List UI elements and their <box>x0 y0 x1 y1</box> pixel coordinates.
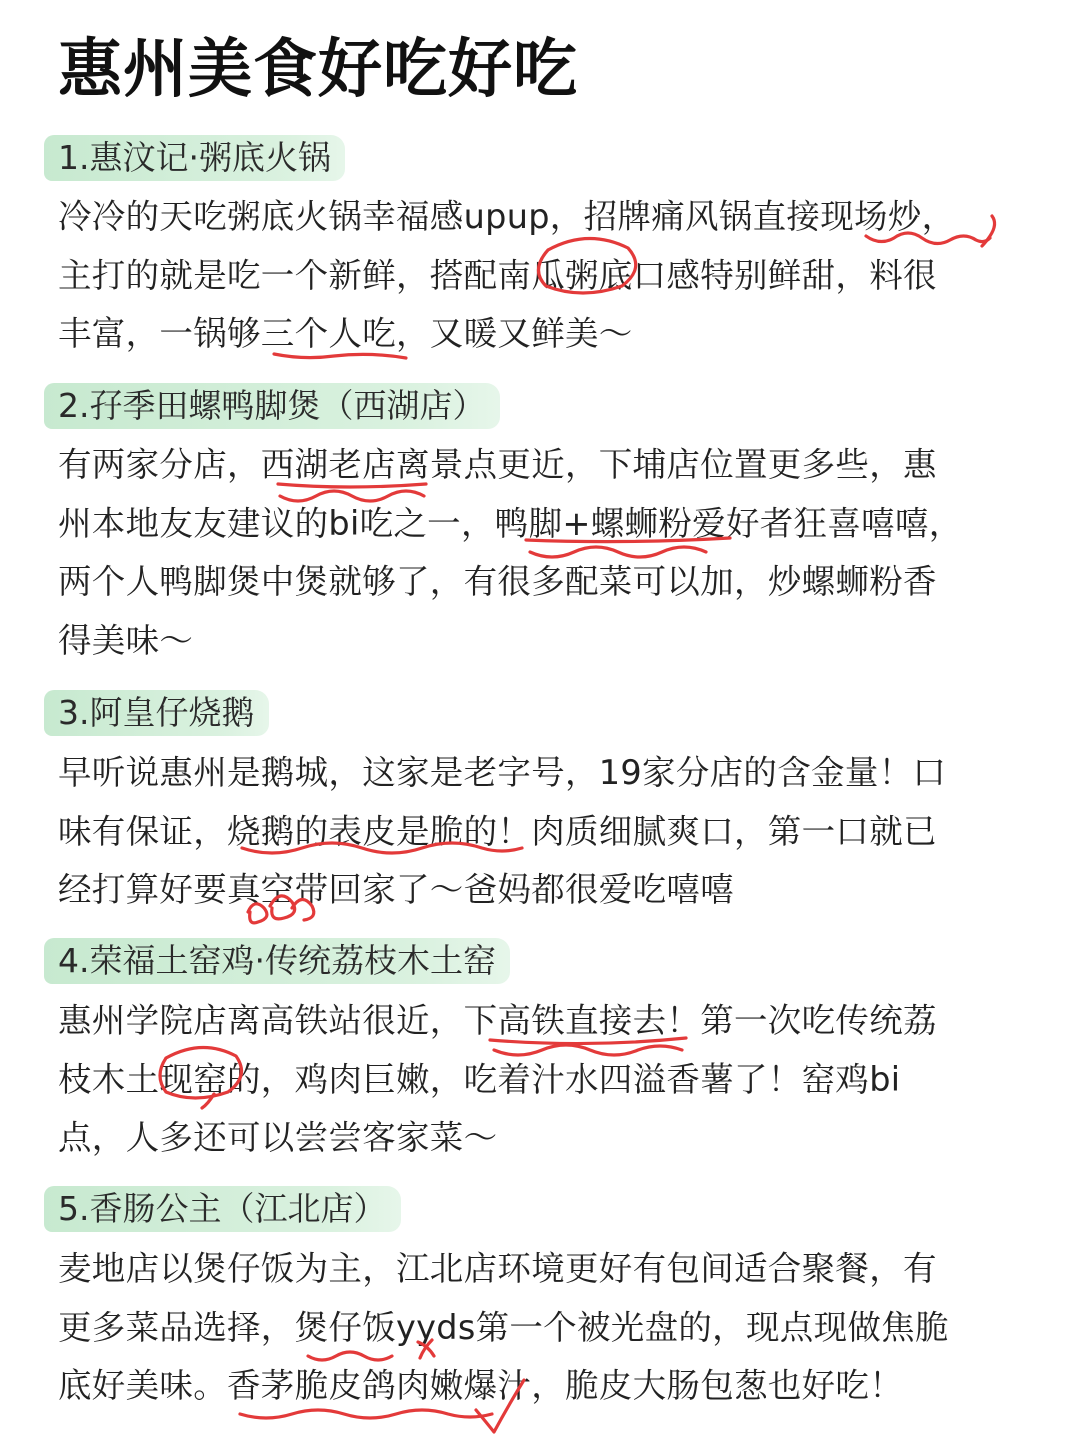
text-line: 主打的就是吃一个新鲜，搭配南瓜粥底口感特别鲜甜，料很 <box>58 255 937 295</box>
section-body-1 <box>58 188 1018 364</box>
text-line: 味有保证，烧鹅的表皮是脆的！肉质细腻爽口，第一口就已 <box>58 811 937 851</box>
text-line: 枝木土现窑的，鸡肉巨嫩，吃着汁水四溢香薯了！窑鸡bi <box>58 1059 901 1099</box>
text-line: 底好美味。香茅脆皮鸽肉嫩爆汁，脆皮大肠包葱也好吃！ <box>58 1366 903 1405</box>
text-line: 两个人鸭脚煲中煲就够了，有很多配菜可以加，炒螺蛳粉香 <box>58 562 937 601</box>
text-line: 经打算好要真空带回家了～爸妈都很爱吃嘻嘻 <box>58 870 734 909</box>
page-title: 惠州美食好吃好吃 <box>58 33 578 107</box>
section-body-3 <box>58 744 1018 920</box>
section-heading-4: 4.荣福土窑鸡·传统荔枝木土窑 <box>44 938 510 984</box>
text-line: 更多菜品选择，煲仔饭yyds第一个被光盘的，现点现做焦脆 <box>58 1307 949 1347</box>
section-heading-5: 5.香肠公主（江北店） <box>44 1186 401 1232</box>
text-line: 州本地友友建议的bi吃之一，鸭脚+螺蛳粉爱好者狂喜嘻嘻， <box>58 503 963 543</box>
section-heading-1: 1.惠汶记·粥底火锅 <box>44 135 345 181</box>
text-line: 早听说惠州是鹅城，这家是老字号，19家分店的含金量！口 <box>58 753 947 792</box>
section-body-4 <box>58 992 1018 1168</box>
section-heading-2: 2.孖季田螺鸭脚煲（西湖店） <box>44 383 500 429</box>
section-body-5 <box>58 1240 1018 1416</box>
section-body-2 <box>58 436 1018 670</box>
text-line: 冷冷的天吃粥底火锅幸福感upup，招牌痛风锅直接现场炒， <box>58 197 956 236</box>
text-line: 丰富，一锅够三个人吃，又暖又鲜美～ <box>58 314 633 353</box>
text-line: 得美味～ <box>58 620 194 660</box>
text-line: 麦地店以煲仔饭为主，江北店环境更好有包间适合聚餐，有 <box>58 1249 937 1288</box>
text-line: 点，人多还可以尝尝客家菜～ <box>58 1118 498 1157</box>
text-line: 有两家分店，西湖老店离景点更近，下埔店位置更多些，惠 <box>58 445 937 484</box>
section-heading-3: 3.阿皇仔烧鹅 <box>44 690 269 736</box>
text-line: 惠州学院店离高铁站很近，下高铁直接去！第一次吃传统荔 <box>58 1001 937 1040</box>
